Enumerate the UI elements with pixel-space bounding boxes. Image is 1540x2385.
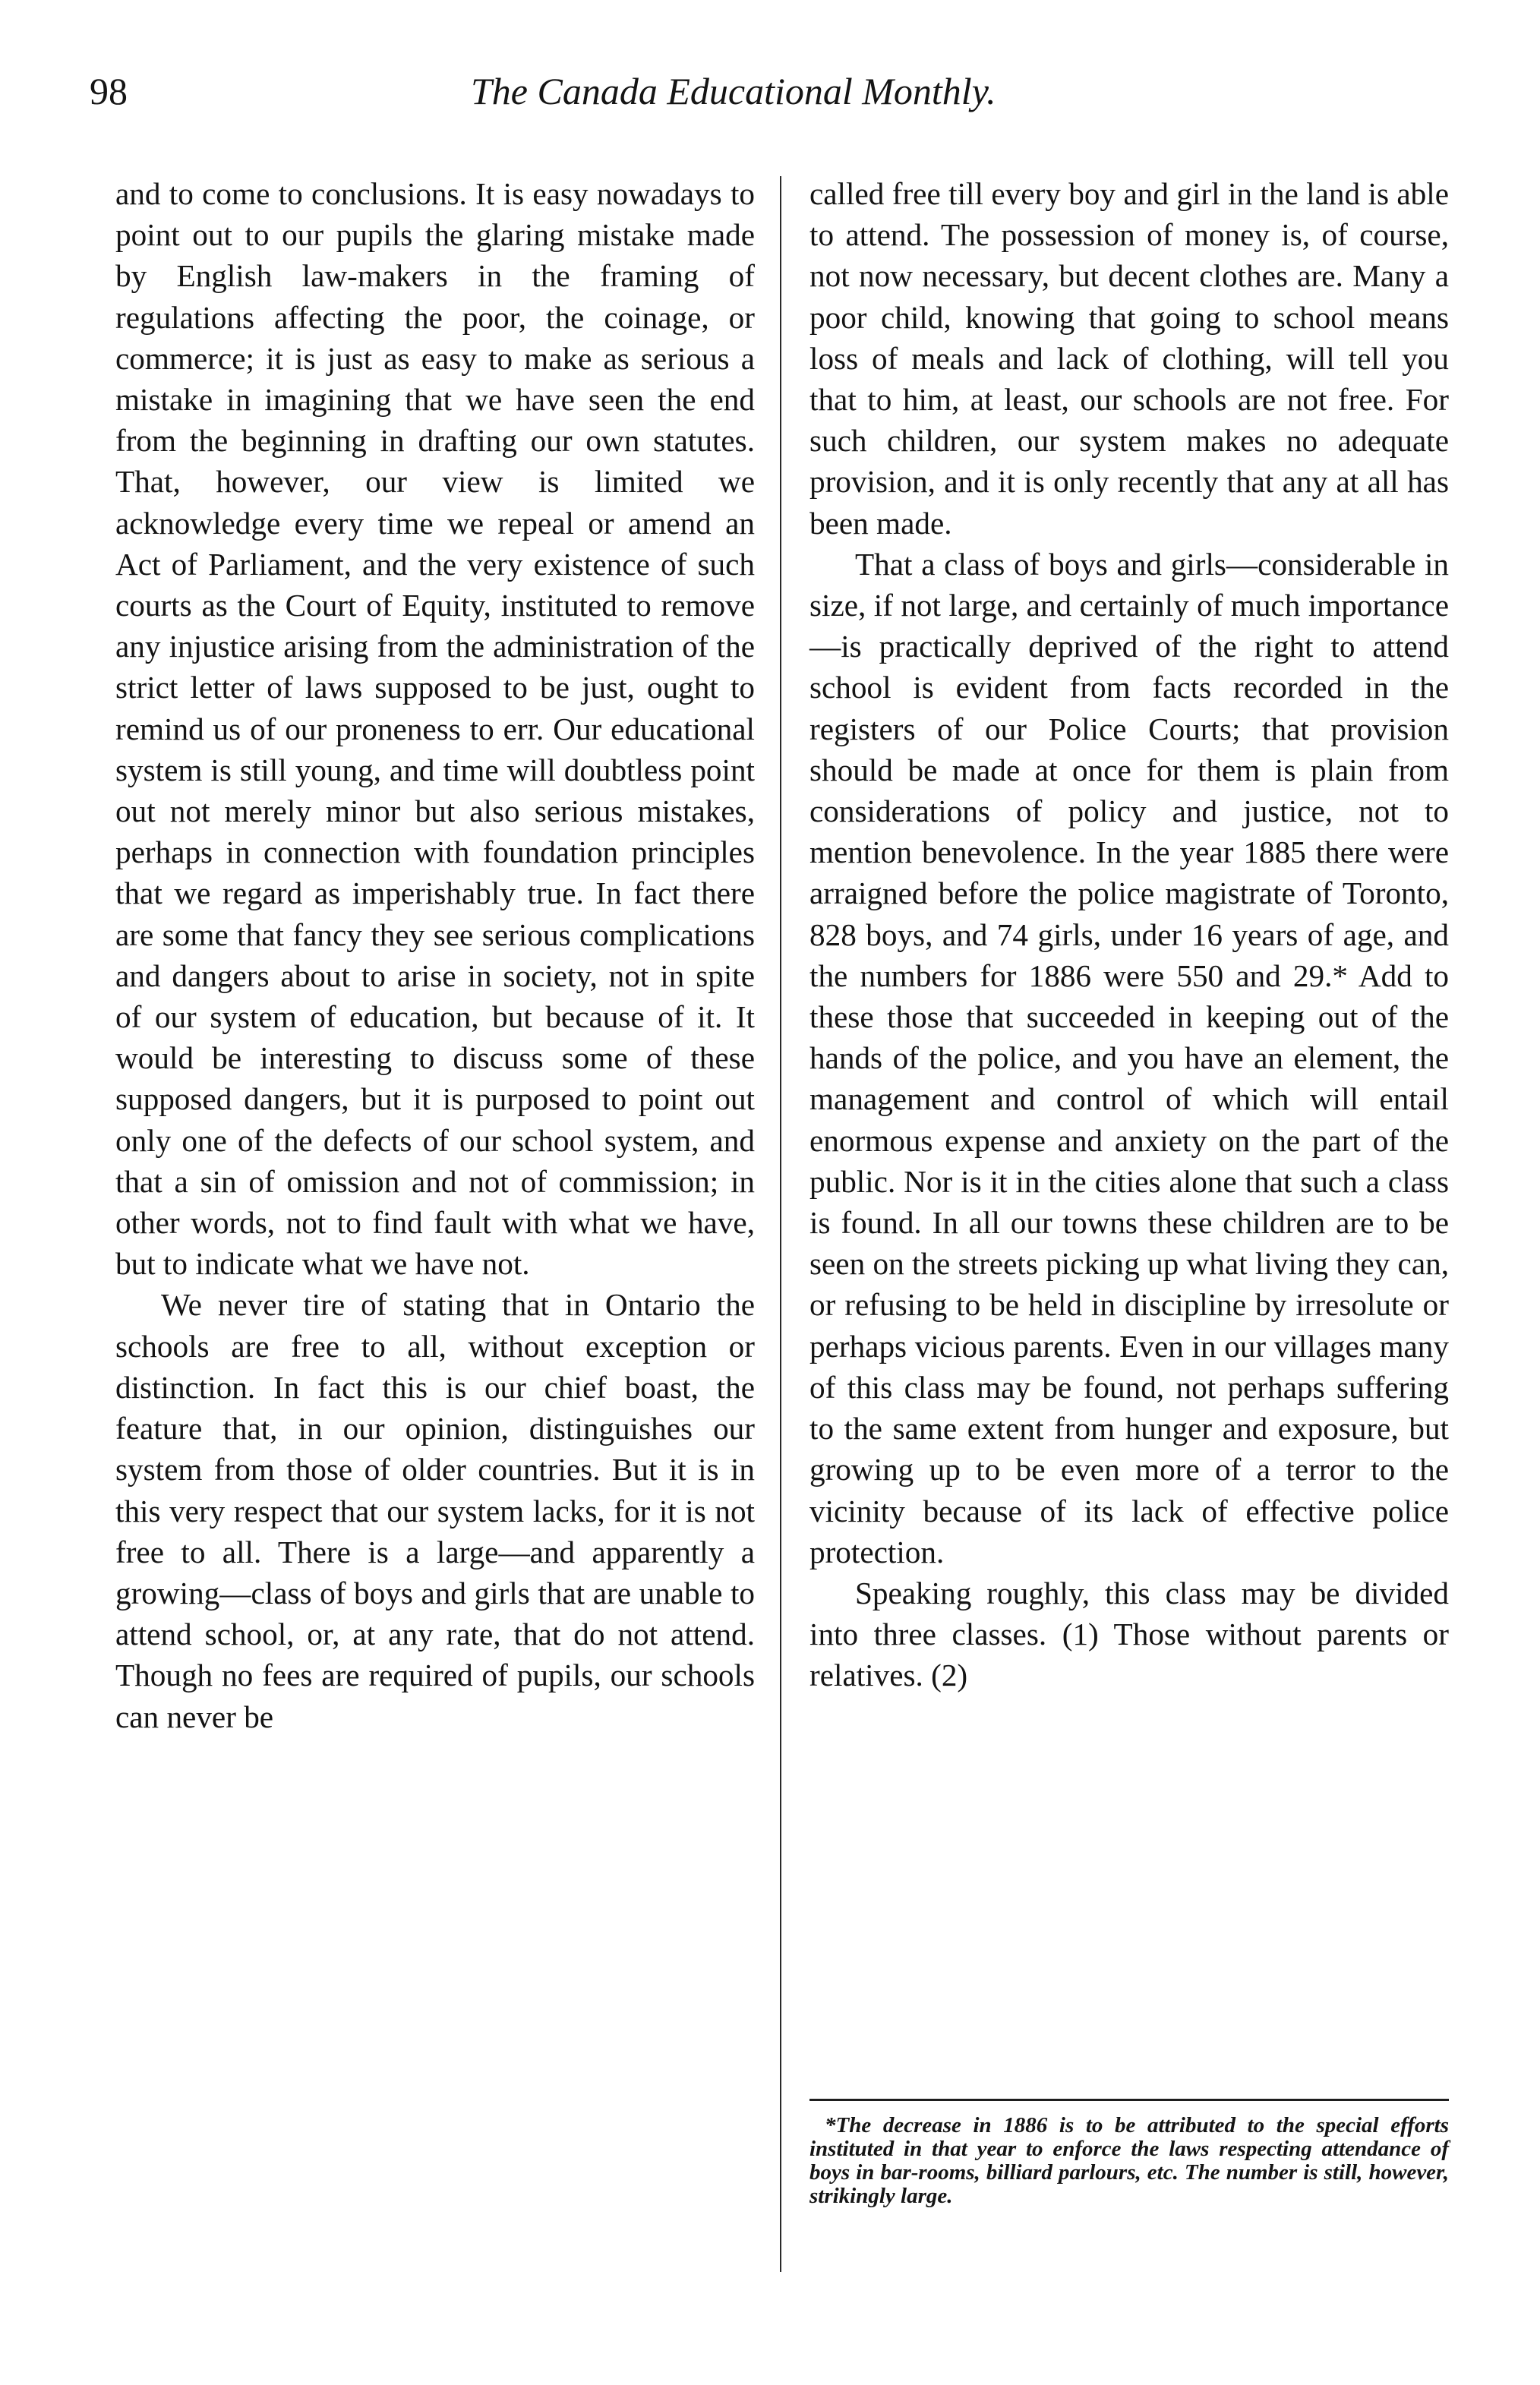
column-divider [780,176,781,2272]
left-column [115,173,755,1737]
running-title: The Canada Educational Monthly. [471,70,996,112]
left-paragraph-2: We never tire of stating that in Ontario the schools are free to all, without exception or distinction. In fact this is our chief boast, the feature that, in our opinion, distinguishes our system from those of older countries. But it is in this very respect that our system lacks, for it is not free to all. There is a large—and apparently a growing—class of boys and girls that are unable to attend school, or, at any rate, that do not attend. Though no fees are required of pupils, our schools can never be [115,1287,755,1734]
right-column [809,173,1449,1696]
right-paragraph-1: called free till every boy and girl in the land is able to attend. The possession of money is, of course, not now necessary, but decent clothes are. Many a poor child, knowing that going to school means loss of meals and lack of clothing, will tell you that to him, at least, our schools are not free. For such children, our system makes no adequate provision, and it is only recently that any at all has been made. [809,176,1449,541]
footnote-text: *The decrease in 1886 is to be attributed to the special efforts instituted in that year to enforce the laws respecting attendance of boys in bar-rooms, billiard parlours, etc. The number is still, however, strikingly large. [809,2113,1449,2208]
footnote-rule [809,2099,1449,2101]
right-paragraph-2: That a class of boys and girls—considerable in size, if not large, and certainly of much importance—is practically deprived of the right to attend school is evident from facts recorded in the registers of our Police Courts; that provision should be made at once for them is plain from considerations of policy and justice, not to mention benevolence. In the year 1885 there were arraigned before the police magistrate of Toronto, 828 boys, and 74 girls, under 16 years of age, and the numbers for 1886 were 550 and 29.* Add to these those that succeeded in keeping out of the hands of the police, and you have an element, the management and control of which will entail enormous expense and anxiety on the part of the public. Nor is it in the cities alone that such a class is found. In all our towns these children are to be seen on the streets picking up what living they can, or refusing to be held in discipline by irresolute or perhaps vicious parents. Even in our villages many of this class may be found, not perhaps suffering to the same extent from hunger and exposure, but growing up to be even more of a terror to the vicinity because of its lack of effective police protection. [809,546,1449,1569]
footnote [809,2114,1449,2208]
right-paragraph-3: Speaking roughly, this class may be divided into three classes. (1) Those without parents or relatives. (2) [809,1575,1449,1693]
left-paragraph-1: and to come to conclusions. It is easy nowadays to point out to our pupils the glaring mistake made by English law-makers in the framing of regulations affecting the poor, the coinage, or commerce; it is just as easy to make as serious a mistake in imagining that we have seen the end from the beginning in drafting our own statutes. That, however, our view is limited we acknowledge every time we repeal or amend an Act of Parliament, and the very existence of such courts as the Court of Equity, instituted to remove any injustice arising from the administration of the strict letter of laws supposed to be just, ought to remind us of our proneness to err. Our educational system is still young, and time will doubtless point out not merely minor but also serious mistakes, perhaps in connection with foundation principles that we regard as imperishably true. In fact there are some that fancy they see serious complications and dangers about to arise in society, not in spite of our system of education, but because of it. It would be interesting to discuss some of these supposed dangers, but it is purposed to point out only one of the defects of our school system, and that a sin of omission and not of commission; in other words, not to find fault with what we have, but to indicate what we have not. [115,176,755,1282]
page-number: 98 [90,70,128,112]
